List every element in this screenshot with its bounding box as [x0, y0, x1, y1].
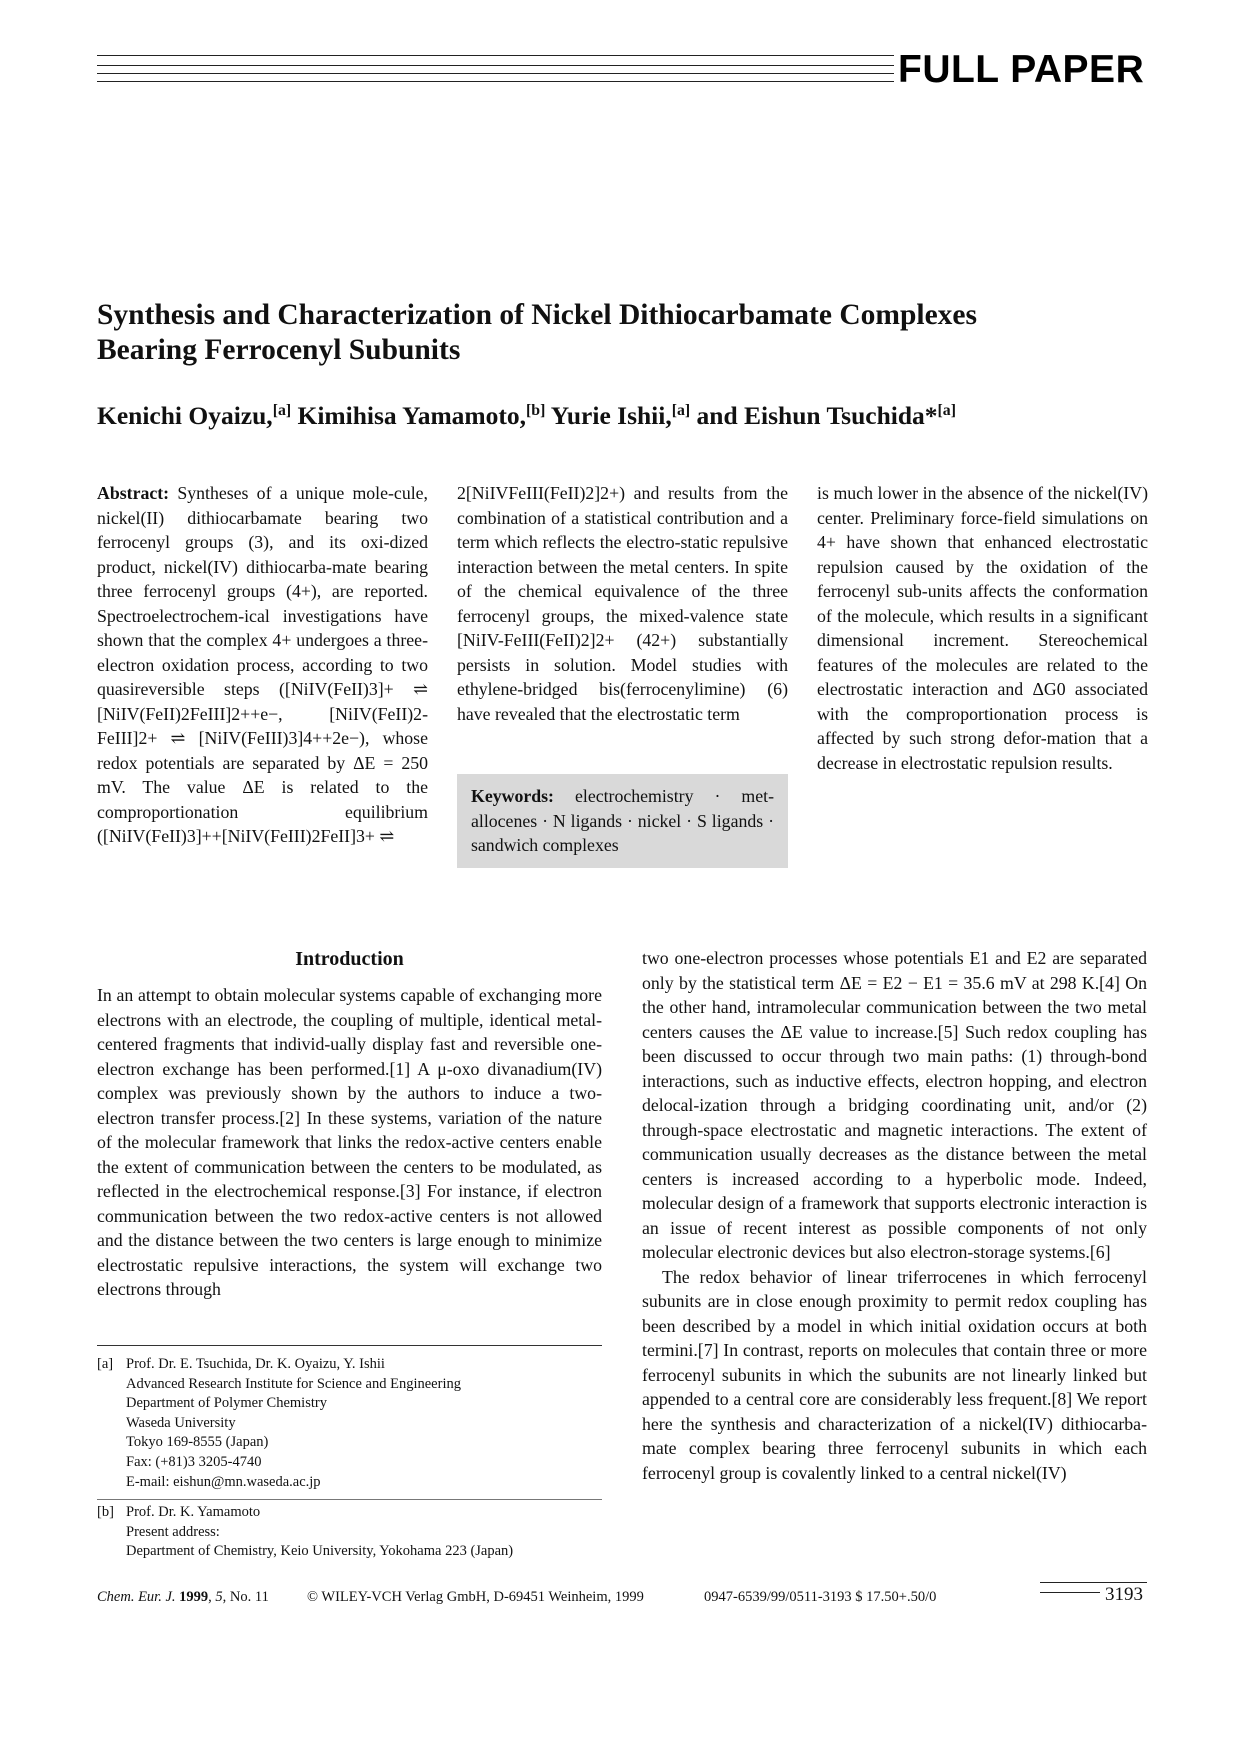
author-name: Kimihisa Yamamoto,: [297, 401, 527, 430]
keywords-label: Keywords:: [471, 786, 554, 806]
abstract-column-1: [97, 481, 428, 849]
paragraph: In an attempt to obtain molecular systems capable of exchanging more electrons with an electrode, the coupling of multiple, identical metal-centered fragments that individ-ually display fast and reversible one-electron exchange has been performed.[1] A μ-oxo divanadium(IV) complex was previously shown by the authors to induce a two-electron transfer process.[2] In these systems, variation of the nature of the molecular framework that links the redox-active centers enable the extent of communication between the centers to be modulated, as reflected in the electrochemical response.[3] For instance, if electron communication between the two redox-active centers is not allowed and the distance between the two centers is large enough to minimize electrostatic repulsive interactions, the system will exchange two electrons through: [97, 985, 602, 1299]
journal-name: Chem. Eur. J.: [97, 1589, 176, 1605]
affiliation-marker: [b]: [526, 402, 546, 420]
paragraph: The redox behavior of linear triferrocenes in which ferrocenyl subunits are in close enough proximity to permit redox coupling has been described by a model in which initial oxidation occurs at both termini.[7] In contrast, reports on molecules that contain three or more ferrocenyl subunits in which the subunits are not linearly linked but appended to a central core are considerably less frequent.[8] We report here the synthesis and characterization of a nickel(IV) dithiocarba-mate complex bearing three ferrocenyl subunits in which each ferrocenyl group is covalently linked to a central nickel(IV): [642, 1266, 1147, 1483]
footer-citation: Chem. Eur. J. 1999, 5, No. 11: [97, 1589, 269, 1605]
body-column-right: [642, 946, 1147, 1485]
author-name: and Eishun Tsuchida*: [696, 401, 938, 430]
author-name: Kenichi Oyaizu,: [97, 401, 273, 430]
abstract-text-2: 2[NiIVFeIII(FeII)2]2+) and results from the combination of a statistical contribution and a term which reflects the electro-static repulsive interaction between the metal centers. In spite of the chemical equivalence of the three ferrocenyl groups, the mixed-valence state [NiIV-FeIII(FeII)2]2+ (42+) substantially persists in solution. Model studies with ethylene-bridged bis(ferrocenylimine) (6) have revealed that the electrostatic term: [457, 483, 788, 724]
abstract-text-3: is much lower in the absence of the nickel(IV) center. Preliminary force-field simulations on 4+ have shown that enhanced electrostatic repulsion caused by the oxidation of the ferrocenyl sub-units affects the conformation of the molecule, which results in a significant dimensional increment. Stereochemical features of the molecules are related to the electrostatic interaction and ΔG0 associated with the comproportionation process is affected by such strong defor-mation that a decrease in electrostatic repulsion results.: [817, 483, 1148, 773]
header-rule-2: [97, 65, 894, 66]
footnote-line: Fax: (+81)3 3205-4740: [126, 1453, 262, 1470]
keywords-text: electrochemistry · met-allocenes · N ligands · nickel · S ligands · sandwich complexes: [471, 786, 774, 855]
footnote-tag: [a]: [97, 1356, 114, 1372]
footnote-line: Prof. Dr. E. Tsuchida, Dr. K. Oyaizu, Y. Ishii: [126, 1356, 385, 1372]
section-heading: Introduction: [295, 948, 404, 970]
footnote-line: Prof. Dr. K. Yamamoto: [126, 1504, 261, 1520]
footnote-tag: [b]: [97, 1504, 114, 1520]
footnote-email[interactable]: E-mail: eishun@mn.waseda.ac.jp: [126, 1473, 321, 1490]
header-rule-1: [97, 55, 894, 56]
page-number: 3193: [1105, 1584, 1143, 1605]
footnote-b: [97, 1503, 602, 1562]
abstract-label: Abstract:: [97, 483, 170, 503]
abstract-column-2: [457, 481, 788, 726]
footnote-line: Tokyo 169-8555 (Japan): [126, 1434, 269, 1451]
footnote-line: Department of Chemistry, Keio University, Yokohama 223 (Japan): [126, 1543, 514, 1560]
journal-issue: , No. 11: [222, 1589, 269, 1605]
affiliation-marker: [a]: [272, 402, 292, 420]
footnote-line: Advanced Research Institute for Science and Engineering: [126, 1375, 461, 1392]
author-name: Yurie Ishii,: [550, 401, 672, 430]
abstract-text-1: Syntheses of a unique mole-cule, nickel(II) dithiocarbamate bearing two ferrocenyl groups (3), and its oxi-dized product, nickel(IV) dithiocarba-mate bearing three ferrocenyl groups (4+), are reported. Spectroelectrochem-ical investigations have shown that the complex 4+ undergoes a three-electron oxidation process, according to two quasireversible steps ([NiIV(FeII)3]+ ⇌ [NiIV(FeII)2FeIII]2++e−, [NiIV(FeII)2-FeIII]2+ ⇌ [NiIV(FeIII)3]4++2e−), whose redox potentials are separated by ΔE = 250 mV. The value ΔE is related to the comproportionation equilibrium ([NiIV(FeII)3]++[NiIV(FeIII)2FeII]3+ ⇌: [97, 483, 428, 846]
footnote-a: [97, 1355, 602, 1492]
article-title: [97, 298, 1147, 368]
keywords-box: [457, 774, 788, 868]
footnote-divider: [97, 1499, 602, 1500]
footnote-line: Present address:: [126, 1523, 220, 1540]
header-rule-3: [97, 73, 894, 74]
abstract-column-3: [817, 481, 1148, 775]
journal-year: 1999: [179, 1589, 209, 1605]
title-line-1: Synthesis and Characterization of Nickel Dithiocarbamate Complexes: [97, 299, 978, 331]
title-line-2: Bearing Ferrocenyl Subunits: [97, 334, 461, 366]
affiliation-marker: [a]: [671, 402, 691, 420]
body-column-left: [97, 983, 602, 1302]
header-rule-4: [97, 81, 894, 82]
affiliation-marker: [a]: [937, 402, 956, 420]
page-number-rule-2: [1040, 1592, 1100, 1593]
author-list: [97, 400, 1147, 432]
footnote-line: Department of Polymer Chemistry: [126, 1395, 327, 1412]
paragraph: two one-electron processes whose potentials E1 and E2 are separated only by the statistical term ΔE = E2 − E1 = 35.6 mV at 298 K.[4] On the other hand, intramolecular communication between the two metal centers causes the ΔE value to increase.[5] Such redox coupling has been discussed to occur through two main paths: (1) through-bond interactions, such as inductive effects, electron hopping, and electron delocal-ization through a bridging coordinating unit, and/or (2) through-space electrostatic and magnetic interactions. The extent of communication usually decreases as the distance between the metal centers is increased according to a hyperbolic mode. Indeed, molecular design of a framework that supports electronic interaction is an issue of recent interest as possible components of not only molecular electronic devices but also electron-storage systems.[6]: [642, 948, 1147, 1262]
footer-copyright: © WILEY-VCH Verlag GmbH, D-69451 Weinheim, 1999: [307, 1589, 644, 1605]
footer-code: 0947-6539/99/0511-3193 $ 17.50+.50/0: [704, 1589, 937, 1605]
section-label: FULL PAPER: [898, 48, 1145, 91]
journal-volume: 5: [215, 1589, 223, 1605]
footnote-rule: [97, 1345, 602, 1346]
footnote-line: Waseda University: [126, 1414, 236, 1431]
